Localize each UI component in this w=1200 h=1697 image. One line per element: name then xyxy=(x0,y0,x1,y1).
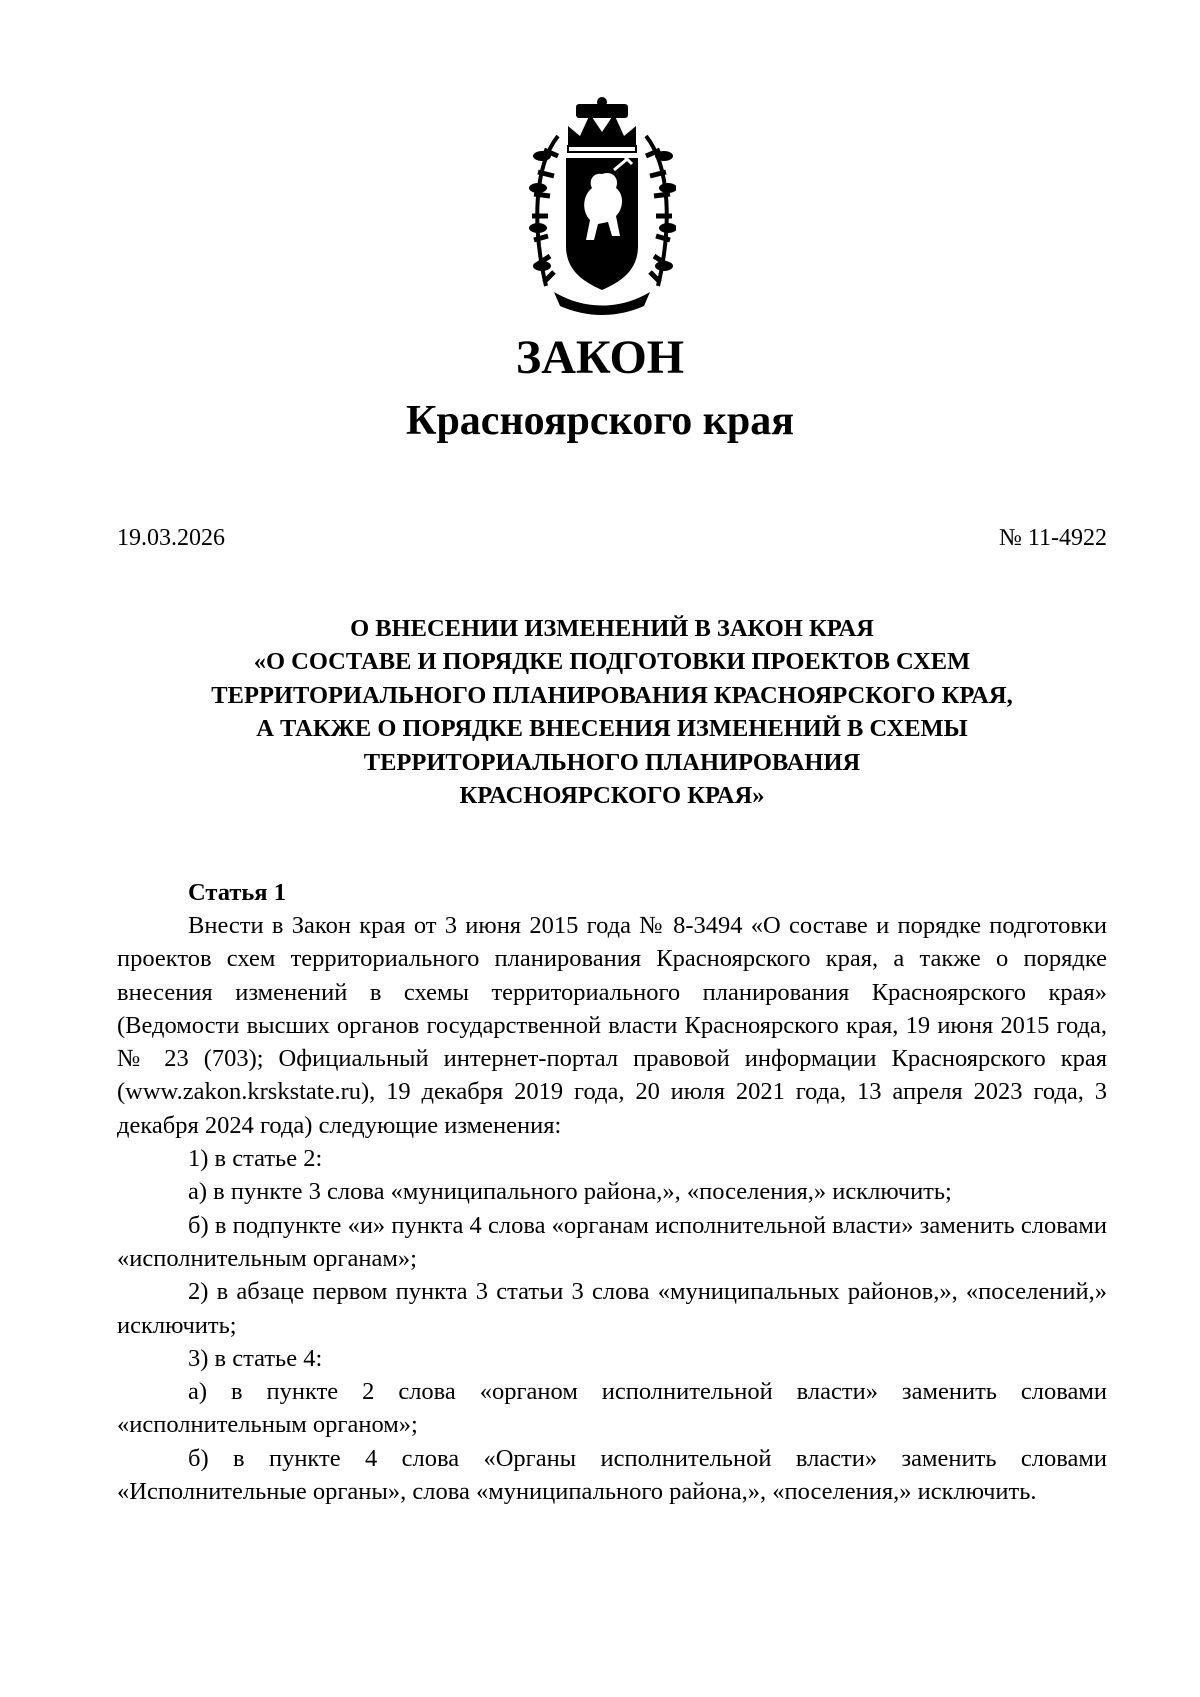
article-paragraph: б) в подпункте «и» пункта 4 слова «органам исполнительной власти» заменить словами «исполнительным органам»; xyxy=(117,1211,1107,1272)
law-heading-line: ТЕРРИТОРИАЛЬНОГО ПЛАНИРОВАНИЯ xyxy=(363,748,861,776)
article-paragraph: 1) в статье 2: xyxy=(188,1145,323,1173)
article-paragraph: а) в пункте 3 слова «муниципального района,», «поселения,» исключить; xyxy=(188,1178,952,1206)
law-heading-line: «О СОСТАВЕ И ПОРЯДКЕ ПОДГОТОВКИ ПРОЕКТОВ СХЕМ xyxy=(253,648,971,676)
article-title: Статья 1 xyxy=(188,879,286,906)
law-heading-line: КРАСНОЯРСКОГО КРАЯ» xyxy=(459,782,765,810)
article-paragraph: б) в пункте 4 слова «Органы исполнительной власти» заменить словами «Исполнительные органы», слова «муниципального района,», «поселения,» исключить. xyxy=(117,1444,1107,1506)
article-paragraph: 2) в абзаце первом пункта 3 статьи 3 слова «муниципальных районов,», «поселений,» исключить; xyxy=(117,1278,1107,1339)
law-heading-line: ТЕРРИТОРИАЛЬНОГО ПЛАНИРОВАНИЯ КРАСНОЯРСКОГО КРАЯ, xyxy=(211,681,1013,709)
law-heading-line: А ТАКЖЕ О ПОРЯДКЕ ВНЕСЕНИЯ ИЗМЕНЕНИЙ В СХЕМЫ xyxy=(256,715,968,743)
document-subtitle: Красноярского края xyxy=(405,398,795,444)
article-paragraph: а) в пункте 2 слова «органом исполнительной власти» заменить словами «исполнительным органом»; xyxy=(117,1378,1107,1439)
article-paragraph: Внести в Закон края от 3 июня 2015 года № 8-3494 «О составе и порядке подготовки проектов схем территориального планирования Красноярского края, а также о порядке внесения изменений в схемы территориального планирования Красноярского края» (Ведомости высших органов государственной власти Красноярского края, 19 июня 2015 года, № 23 (703); Официальный интернет-портал правовой информации Красноярского края (www.zakon.krskstate.ru), 19 декабря 2019 года, 20 июля 2021 года, 13 апреля 2023 года, 3 декабря 2024 года) следующие изменения: xyxy=(117,912,1107,1139)
coat-of-arms-icon xyxy=(528,96,676,318)
article-paragraph: 3) в статье 4: xyxy=(188,1344,323,1372)
law-heading xyxy=(117,612,1107,812)
document-title: ЗАКОН xyxy=(515,331,685,384)
article-body xyxy=(117,909,1107,1508)
law-heading-line: О ВНЕСЕНИИ ИЗМЕНЕНИЙ В ЗАКОН КРАЯ xyxy=(350,615,874,642)
law-date: 19.03.2026 xyxy=(117,525,225,551)
law-number: № 11-4922 xyxy=(999,525,1107,551)
